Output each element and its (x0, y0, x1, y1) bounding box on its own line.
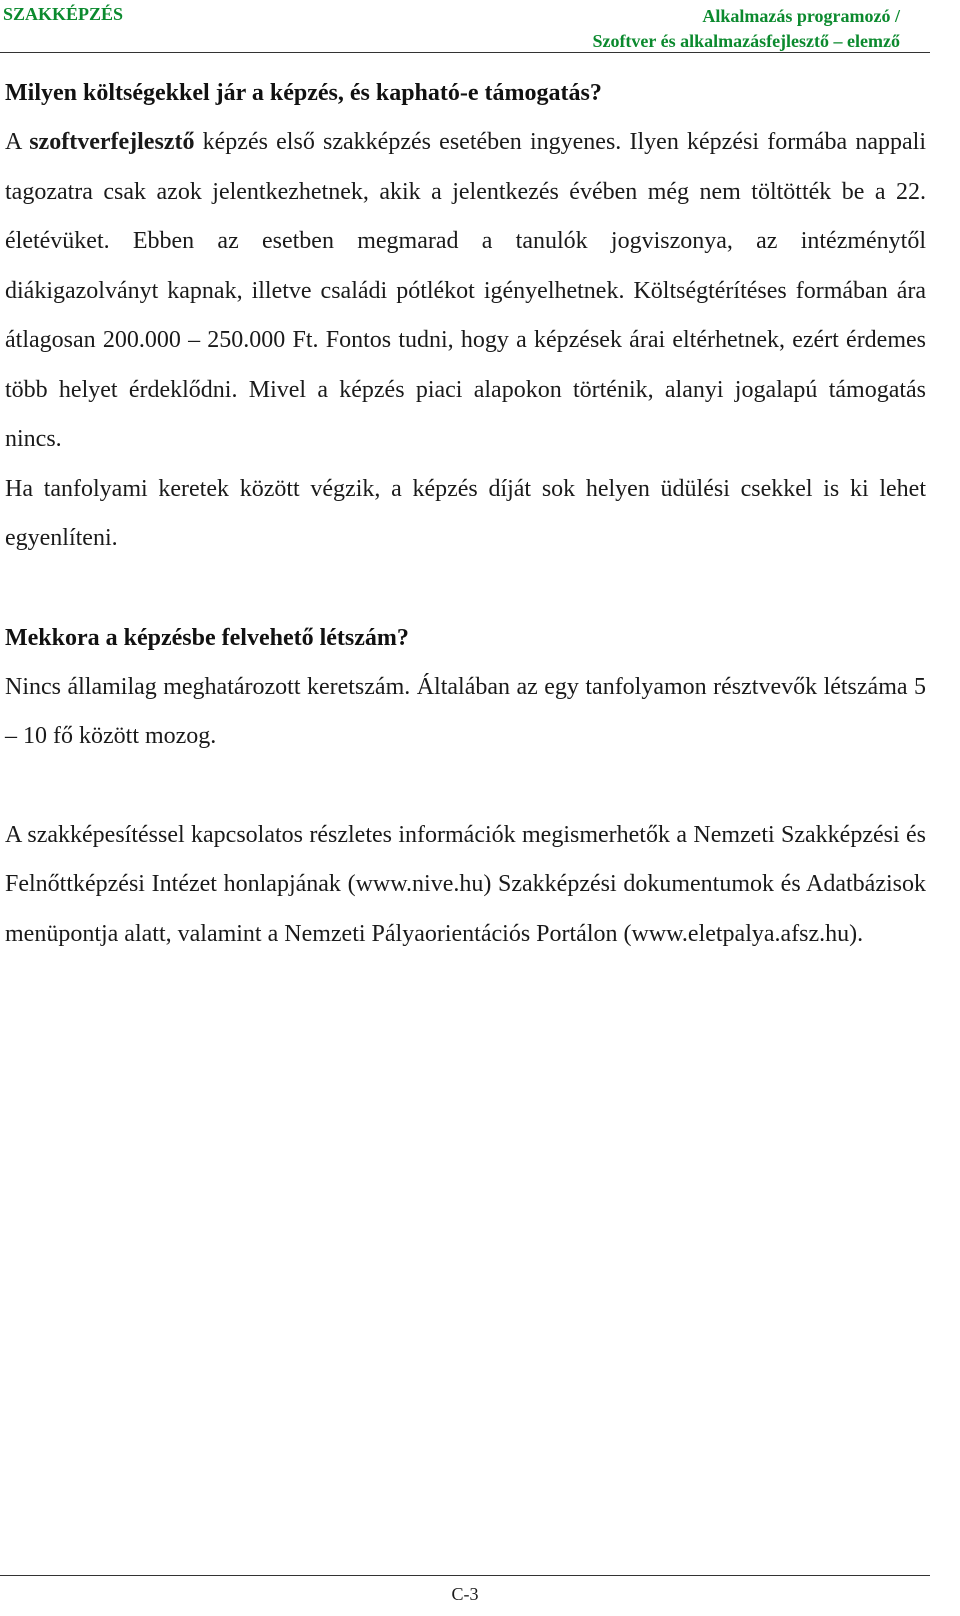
costs-heading: Milyen költségekkel jár a képzés, és kapható-e támogatás? (5, 80, 602, 106)
page-footer (0, 1575, 930, 1616)
section-spacer (5, 762, 926, 811)
headcount-paragraph: Nincs államilag meghatározott keretszám. Általában az egy tanfolyamon résztvevők létszáma 5 – 10 fő között mozog. (5, 673, 926, 749)
section-spacer (5, 564, 926, 613)
costs-paragraph-prefix: A (5, 129, 30, 155)
page-number: C-3 (451, 1584, 479, 1604)
costs-paragraph (5, 118, 926, 465)
costs-paragraph-rest: képzés első szakképzés esetében ingyenes. Ilyen képzési formába nappali tagozatra csak azok jelentkezhetnek, akik a jelentkezés évében még nem töltötték be a 22. életévüket. Ebben az esetben megmarad a tanulók jogviszonya, az intézménytől diákigazolványt kapnak, illetve családi pótlékot igényelhetnek. Költségtérítéses formában ára átlagosan 200.000 – 250.000 Ft. Fontos tudni, hogy a képzések árai eltérhetnek, ezért érdemes több helyet érdeklődni. Mivel a képzés piaci alapokon történik, alanyi jogalapú támogatás nincs. (5, 129, 926, 452)
info-paragraph: A szakképesítéssel kapcsolatos részletes információk megismerhetők a Nemzeti Szakképzési és Felnőttképzési Intézet honlapjának (www.nive.hu) Szakképzési dokumentumok és Adatbázisok menüpontja alatt, valamint a Nemzeti Pályaorientációs Portálon (www.eletpalya.afsz.hu). (5, 821, 926, 947)
header-course-title (592, 4, 900, 54)
header-course-line-2: Szoftver és alkalmazásfejlesztő – elemző (592, 31, 900, 51)
holiday-voucher-paragraph: Ha tanfolyami keretek között végzik, a képzés díját sok helyen üdülési csekkel is ki lehet egyenlíteni. (5, 475, 926, 551)
costs-paragraph-bold: szoftverfejlesztő (29, 129, 195, 155)
page-header (0, 0, 930, 53)
document-body (5, 68, 926, 959)
header-section-title: SZAKKÉPZÉS (3, 4, 124, 24)
header-course-line-1: Alkalmazás programozó / (702, 6, 900, 26)
headcount-heading: Mekkora a képzésbe felvehető létszám? (5, 624, 409, 651)
